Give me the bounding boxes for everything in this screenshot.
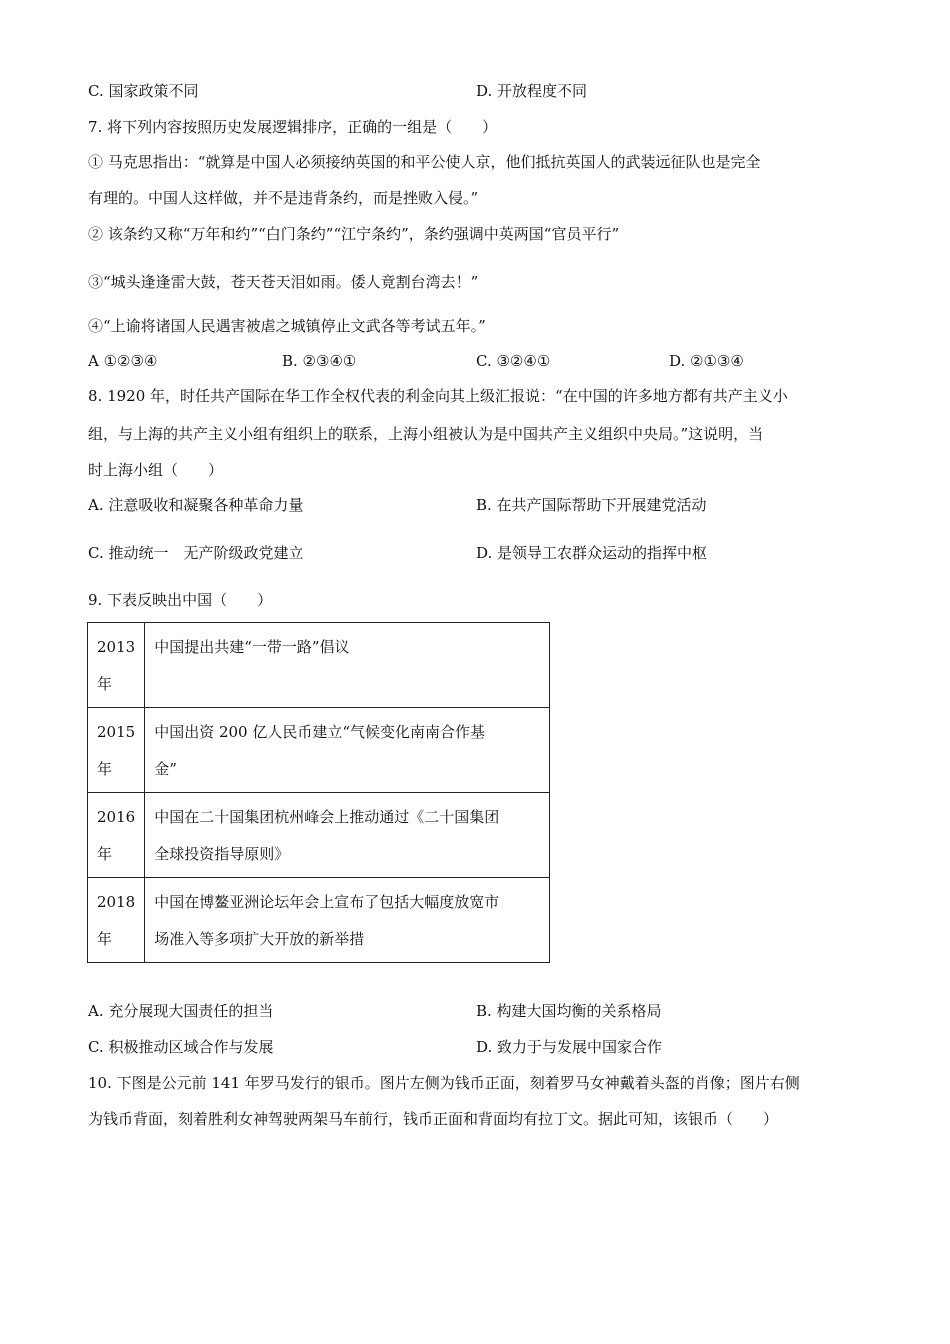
event-cell (145, 708, 550, 793)
q8-stem-line-2: 组，与上海的共产主义小组有组织上的联系，上海小组被认为是中国共产主义组织中央局。”这说明，当 (88, 425, 764, 443)
q10-stem-line-1: 10. 下图是公元前 141 年罗马发行的银币。图片左侧为钱币正面，刻着罗马女神戴着头盔的肖像；图片右侧 (88, 1074, 800, 1092)
table-row (88, 708, 550, 793)
q7-option-c: C. ③②④① (476, 352, 551, 370)
event-text-cont: 全球投资指导原则》 (154, 845, 290, 863)
q9-option-d: D. 致力于与发展中国家合作 (476, 1038, 663, 1056)
q6-option-d: D. 开放程度不同 (476, 82, 588, 100)
q7-item-1-line-1: ① 马克思指出：“就算是中国人必须接纳英国的和平公使人京，他们抵抗英国人的武装远征队也是完全 (88, 153, 761, 171)
event-text: 中国出资 200 亿人民币建立“气候变化南南合作基 (154, 723, 486, 741)
table-row (88, 878, 550, 963)
q9-option-b: B. 构建大国均衡的关系格局 (476, 1002, 662, 1020)
q8-option-b: B. 在共产国际帮助下开展建党活动 (476, 496, 707, 514)
year-number: 2018 (97, 893, 136, 911)
q8-stem-line-1: 8. 1920 年，时任共产国际在华工作全权代表的利金向其上级汇报说：“在中国的许多地方都有共产主义小 (88, 387, 788, 405)
year-unit: 年 (97, 930, 113, 948)
q7-option-d: D. ②①③④ (669, 352, 744, 370)
table-row (88, 623, 550, 708)
event-cell (145, 793, 550, 878)
event-text-cont: 场准入等多项扩大开放的新举措 (154, 930, 365, 948)
year-number: 2013 (97, 638, 136, 656)
q9-option-c: C. 积极推动区域合作与发展 (88, 1038, 274, 1056)
year-cell (88, 623, 145, 708)
event-text: 中国在二十国集团杭州峰会上推动通过《二十国集团 (154, 808, 500, 826)
q7-item-2: ② 该条约又称“万年和约”“白门条约”“江宁条约”，条约强调中英两国“官员平行” (88, 225, 620, 243)
table-row (88, 793, 550, 878)
q8-option-c: C. 推动统一 无产阶级政党建立 (88, 544, 304, 562)
q7-item-1-line-2: 有理的。中国人这样做，并不是违背条约，而是挫败入侵。” (88, 189, 479, 207)
year-unit: 年 (97, 675, 113, 693)
event-text-cont: 金” (154, 760, 177, 778)
q9-option-a: A. 充分展现大国责任的担当 (88, 1002, 274, 1020)
q9-table (87, 622, 550, 963)
q10-stem-line-2: 为钱币背面，刻着胜利女神驾驶两架马车前行，钱币正面和背面均有拉丁文。据此可知，该银币（ ） (88, 1110, 779, 1128)
q8-stem-line-3: 时上海小组（ ） (88, 461, 224, 479)
q7-item-3: ③“城头逢逢雷大鼓，苍天苍天泪如雨。倭人竟割台湾去！” (88, 273, 479, 291)
year-cell (88, 708, 145, 793)
event-text: 中国提出共建“一带一路”倡议 (154, 638, 350, 656)
year-unit: 年 (97, 760, 113, 778)
q7-option-a: A ①②③④ (88, 352, 158, 370)
year-cell (88, 793, 145, 878)
q6-option-c: C. 国家政策不同 (88, 82, 199, 100)
q8-option-a: A. 注意吸收和凝聚各种革命力量 (88, 496, 304, 514)
year-number: 2016 (97, 808, 136, 826)
year-cell (88, 878, 145, 963)
q9-stem: 9. 下表反映出中国（ ） (88, 591, 273, 609)
q7-option-b: B. ②③④① (282, 352, 357, 370)
year-number: 2015 (97, 723, 136, 741)
event-cell (145, 878, 550, 963)
year-unit: 年 (97, 845, 113, 863)
q8-option-d: D. 是领导工农群众运动的指挥中枢 (476, 544, 708, 562)
event-text: 中国在博鳌亚洲论坛年会上宣布了包括大幅度放宽市 (154, 893, 500, 911)
q7-stem: 7. 将下列内容按照历史发展逻辑排序，正确的一组是（ ） (88, 118, 498, 136)
q7-item-4: ④“上谕将诸国人民遇害被虐之城镇停止文武各等考试五年。” (88, 317, 486, 335)
event-cell (145, 623, 550, 708)
